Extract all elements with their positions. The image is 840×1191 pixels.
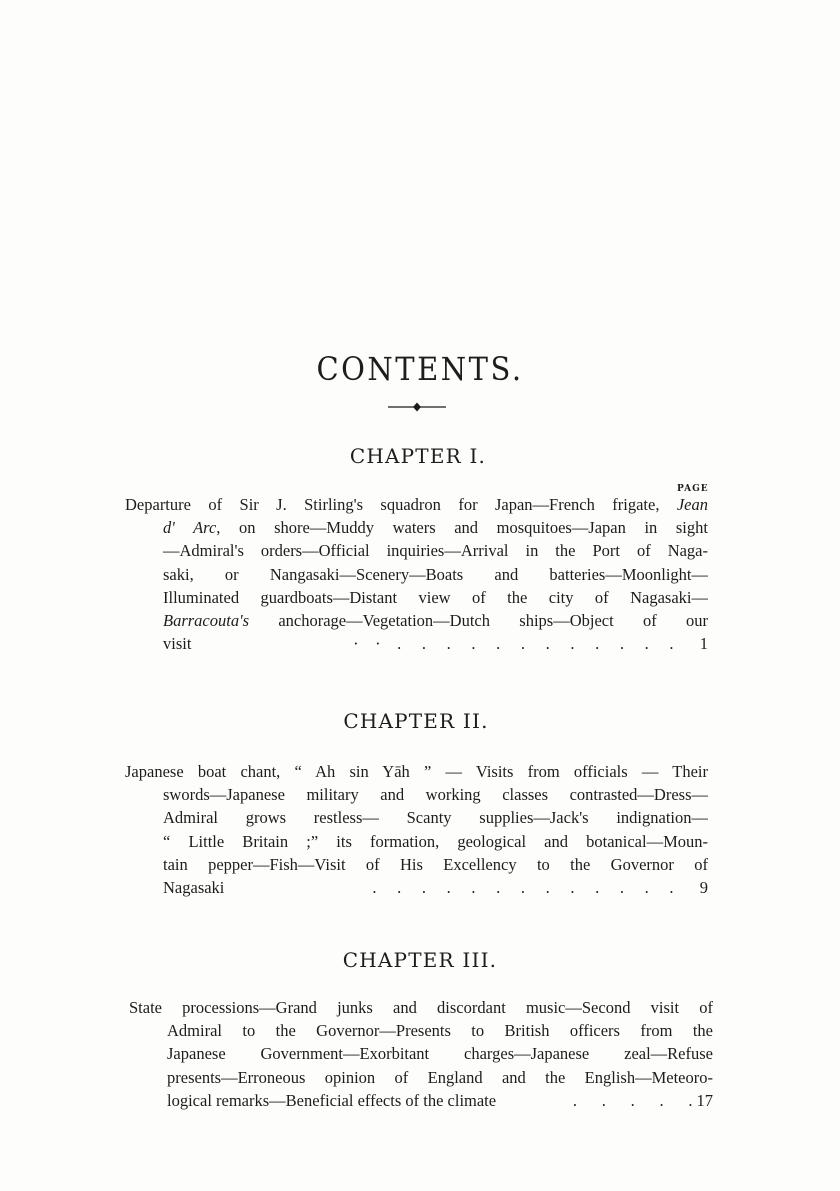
summary-line: Admiral to the Governor—Presents to British officers from the (167, 1021, 713, 1041)
ornament-diamond (413, 403, 421, 412)
summary-line: Departure of Sir J. Stirling's squadron for Japan—French frigate, Jean (125, 495, 708, 514)
page-number[interactable]: 1 (699, 634, 708, 654)
summary-line: swords—Japanese military and working classes contrasted—Dress— (163, 785, 708, 805)
summary-line: Barracouta's anchorage—Vegetation—Dutch ships—Object of our (163, 611, 708, 631)
summary-line: tain pepper—Fish—Visit of His Excellency to the Governor of (163, 854, 708, 874)
summary-line: Japanese Government—Exorbitant charges—Japanese zeal—Refuse (167, 1044, 713, 1064)
chapter-summary (125, 760, 708, 899)
chapter-summary (129, 996, 713, 1112)
summary-line-text: visit (163, 634, 192, 654)
summary-line: “ Little Britain ;” its formation, geological and botanical—Moun- (163, 831, 708, 851)
summary-line-text: Nagasaki (163, 878, 225, 898)
page-column-label: PAGE (677, 484, 709, 494)
page-number[interactable]: 9 (699, 878, 708, 898)
ornament-divider (388, 398, 446, 416)
summary-last-line (125, 632, 708, 655)
dot-leader: . . . . . (564, 1090, 693, 1110)
summary-line: Japanese boat chant, “ Ah sin Yāh ” — Visits from officials — Their (125, 762, 708, 781)
chapter-heading: CHAPTER III. (342, 948, 498, 972)
summary-line: —Admiral's orders—Official inquiries—Arrival in the Port of Naga- (163, 541, 708, 561)
chapter-heading: CHAPTER II. (343, 709, 489, 733)
summary-last-line (125, 876, 708, 899)
summary-line: d' Arc, on shore—Muddy waters and mosquitoes—Japan in sight (163, 518, 708, 538)
chapter-heading: CHAPTER I. (349, 444, 487, 468)
summary-line: State processions—Grand junks and discordant music—Second visit of (129, 998, 713, 1017)
summary-line: Admiral grows restless— Scanty supplies—Jack's indignation— (163, 808, 708, 828)
summary-last-line (129, 1089, 713, 1112)
summary-line: saki, or Nangasaki—Scenery—Boats and batteries—Moonlight— (163, 564, 708, 584)
chapter-summary (125, 493, 708, 655)
summary-line: presents—Erroneous opinion of England and the English—Meteoro- (167, 1067, 713, 1087)
summary-line-text: logical remarks—Beneficial effects of the climate (167, 1090, 497, 1110)
page-number[interactable]: 17 (696, 1090, 713, 1110)
page-title: CONTENTS. (316, 350, 524, 388)
dot-leader: · · . . . . . . . . . . . . (353, 634, 690, 654)
summary-line: Illuminated guardboats—Distant view of the city of Nagasaki— (163, 587, 708, 607)
dot-leader: . . . . . . . . . . . . . (360, 878, 690, 898)
